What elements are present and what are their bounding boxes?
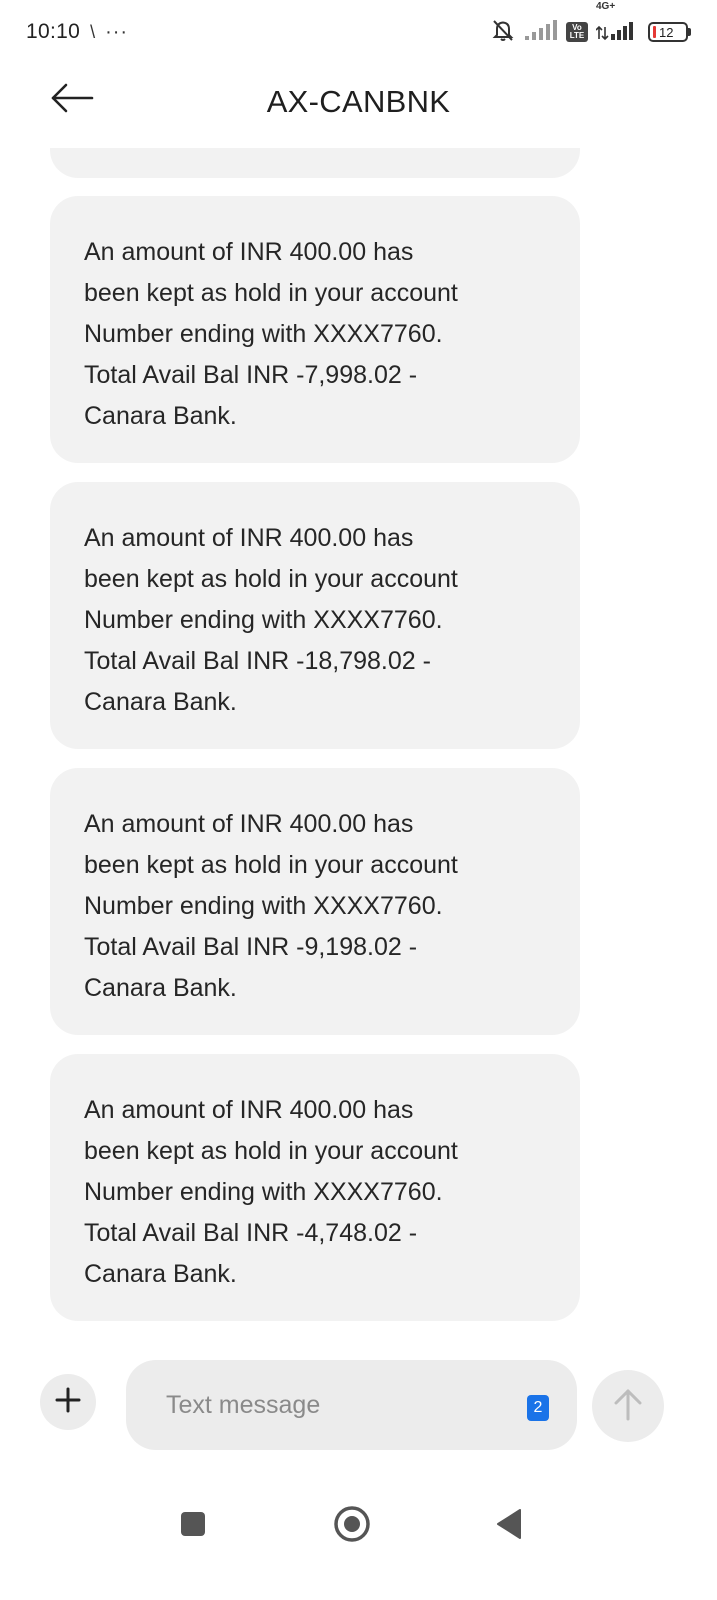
add-attachment-button[interactable]: [40, 1374, 96, 1430]
battery-tip: [688, 28, 691, 36]
message-bubble[interactable]: [50, 196, 580, 463]
home-button[interactable]: [332, 1506, 372, 1546]
message-bubble[interactable]: [50, 1054, 580, 1321]
volte-bottom: LTE: [569, 31, 585, 40]
message-bubble[interactable]: [50, 768, 580, 1035]
status-bar: [0, 0, 717, 64]
network-type: 4G+: [596, 0, 616, 12]
sim-selector-badge[interactable]: 2: [527, 1395, 549, 1421]
system-navigation-bar: [0, 1490, 717, 1600]
battery-indicator: [648, 22, 691, 42]
system-back-button[interactable]: [494, 1510, 524, 1542]
text-message-placeholder: Text message: [166, 1390, 321, 1419]
status-right: [490, 0, 691, 48]
volte-badge: [566, 22, 588, 42]
status-time: 10:10: [26, 20, 81, 43]
message-text: An amount of INR 400.00 has been kept as hold in your account Number ending with XXXX7760. Total Avail Bal INR -7,998.02 - Canara Bank.: [84, 238, 458, 430]
message-text: An amount of INR 400.00 has been kept as hold in your account Number ending with XXXX7760. Total Avail Bal INR -18,798.02 - Canara Bank.: [84, 524, 458, 716]
battery-level: 12: [659, 24, 674, 40]
bell-off-icon: [490, 17, 516, 48]
message-text: An amount of INR 400.00 has been kept as hold in your account Number ending with XXXX7760. Total Avail Bal INR -9,198.02 - Canara Bank.: [84, 810, 458, 1002]
message-bubble-partial[interactable]: [50, 148, 580, 178]
triangle-icon: [496, 1509, 522, 1544]
text-message-input[interactable]: [126, 1360, 577, 1450]
signal-sim1-icon: [524, 19, 558, 46]
recents-button[interactable]: [178, 1511, 208, 1541]
plus-icon: [55, 1387, 81, 1418]
conversation-header: [0, 64, 717, 140]
battery-fill: [653, 26, 656, 38]
circle-icon: [333, 1505, 371, 1548]
more-notifications-indicator: ···: [105, 20, 129, 43]
message-bubble[interactable]: [50, 482, 580, 749]
volte-top: Vo: [572, 23, 582, 32]
status-left: [26, 20, 128, 44]
conversation-title: AX-CANBNK: [266, 84, 451, 119]
message-list[interactable]: [0, 148, 717, 1344]
battery-body: [648, 22, 688, 42]
arrow-up-icon: [613, 1387, 643, 1426]
notification-glyph: \: [90, 21, 96, 42]
signal-sim2-icon: [596, 0, 640, 46]
message-text: An amount of INR 400.00 has been kept as hold in your account Number ending with XXXX7760. Total Avail Bal INR -4,748.02 - Canara Bank.: [84, 1096, 458, 1288]
square-icon: [180, 1511, 206, 1542]
send-button[interactable]: [592, 1370, 664, 1442]
